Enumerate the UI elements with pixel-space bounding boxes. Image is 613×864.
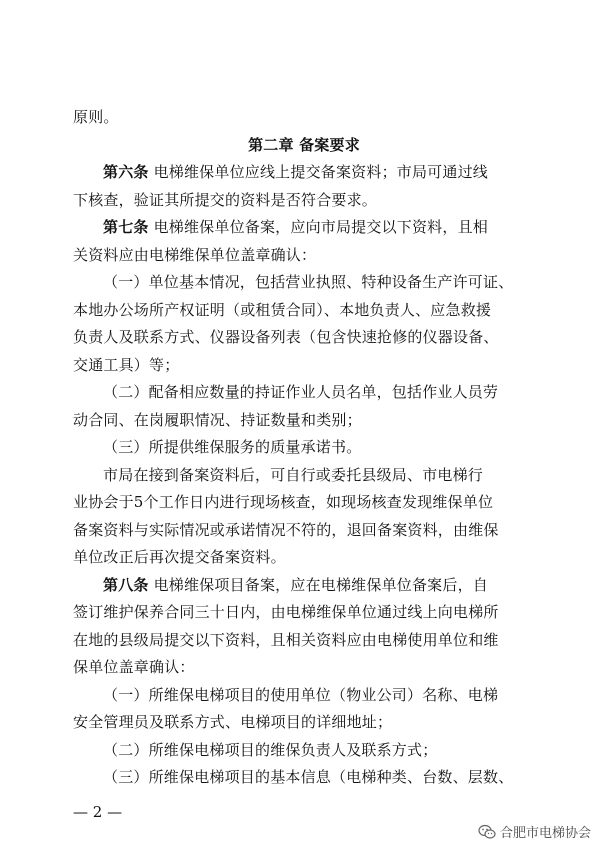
- document-body: [73, 104, 535, 792]
- watermark: [478, 822, 591, 841]
- paragraph-line: （一）单位基本情况，包括营业执照、特种设备生产许可证、: [103, 273, 514, 291]
- paragraph-line: 交通工具）等；: [73, 355, 180, 374]
- paragraph-line: （二）配备相应数量的持证作业人员名单，包括作业人员劳: [103, 383, 499, 401]
- paragraph-line: （一）所维保电梯项目的使用单位（物业公司）名称、电梯: [103, 685, 499, 704]
- article-label: 第六条: [103, 163, 149, 181]
- chapter-title: 第二章 备案要求: [248, 135, 360, 154]
- article-line: [73, 159, 535, 187]
- article-label: 第八条: [103, 575, 149, 594]
- article-line: [73, 572, 535, 600]
- paragraph-line: 业协会于5个工作日内进行现场核查，如现场核查发现维保单位: [73, 493, 494, 511]
- paragraph-line: 保单位盖章确认：: [73, 658, 195, 676]
- wechat-icon: [478, 824, 496, 840]
- paragraph-line: 本地办公场所产权证明（或租赁合同）、本地负责人、应急救援: [73, 300, 492, 319]
- article-text: 电梯维保项目备案，应在电梯维保单位备案后，自: [148, 575, 488, 594]
- paragraph-line: 市局在接到备案资料后，可自行或委托县级局、市电梯行: [103, 465, 484, 484]
- article-text: 电梯维保单位备案，应向市局提交以下资料，且相: [148, 218, 488, 236]
- paragraph-line: 关资料应由电梯维保单位盖章确认：: [73, 245, 317, 264]
- paragraph-line: 原则。: [73, 108, 119, 126]
- paragraph-line: 负责人及联系方式、仪器设备列表（包含快速抢修的仪器设备、: [73, 328, 499, 346]
- paragraph-line: 在地的县级局提交以下资料，且相关资料应由电梯使用单位和维: [73, 630, 499, 649]
- paragraph-line: 备案资料与实际情况或承诺情况不符的，退回备案资料，由维保: [73, 520, 499, 539]
- paragraph-line: 签订维护保养合同三十日内，由电梯维保单位通过线上向电梯所: [73, 603, 499, 621]
- paragraph-line: 单位改正后再次提交备案资料。: [73, 548, 286, 566]
- watermark-text: 合肥市电梯协会: [499, 826, 591, 841]
- paragraph-line: 下核查，验证其所提交的资料是否符合要求。: [73, 190, 378, 209]
- paragraph-line: （三）所维保电梯项目的基本信息（电梯种类、台数、层数、: [103, 768, 514, 786]
- paragraph-line: （三）所提供维保服务的质量承诺书。: [103, 438, 362, 456]
- article-text: 电梯维保单位应线上提交备案资料；市局可通过线: [148, 163, 488, 181]
- paragraph-line: （二）所维保电梯项目的维保负责人及联系方式；: [103, 740, 438, 759]
- page-number: — 2 —: [73, 803, 123, 821]
- article-line: [73, 214, 535, 242]
- article-label: 第七条: [103, 218, 149, 236]
- paragraph-line: 动合同、在岗履职情况、持证数量和类别；: [73, 410, 362, 429]
- paragraph-line: 安全管理员及联系方式、电梯项目的详细地址；: [73, 713, 393, 731]
